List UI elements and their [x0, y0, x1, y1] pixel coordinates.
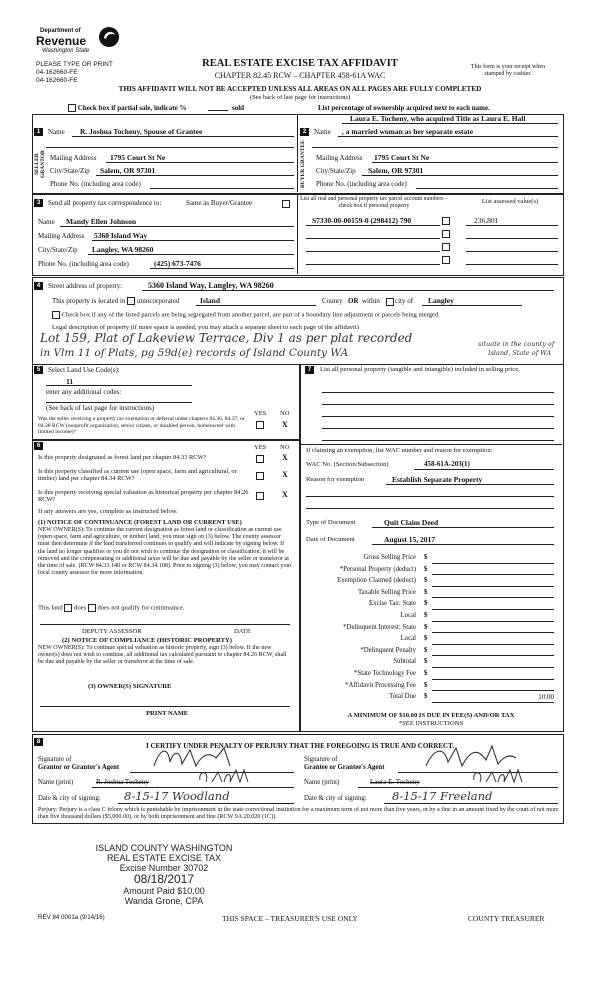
buyer-mailing[interactable]: 1795 Court St Ne	[374, 153, 430, 162]
owner-signature-label: (3) OWNER(S) SIGNATURE	[88, 683, 172, 690]
land-use-code[interactable]: 11	[66, 377, 74, 386]
minimum-fee-note: A MINIMUM OF $10.00 IS DUE IN FEE(S) AND/OR TAX	[347, 712, 515, 719]
parcel-personal-checkbox-3[interactable]	[442, 243, 450, 251]
tax-row-label: Subtotal	[393, 658, 416, 666]
seller-mailing[interactable]: 1795 Court St Ne	[110, 153, 166, 162]
legal-description-margin1[interactable]: situate in the county of	[478, 340, 555, 348]
form-number-1: 04-162660-FE	[36, 69, 78, 76]
form-title: REAL ESTATE EXCISE TAX AFFIDAVIT	[202, 58, 398, 69]
tax-row-label: *Affidavit Processing Fee	[345, 681, 416, 689]
grantor-printed-signature[interactable]	[196, 768, 256, 788]
seller-name[interactable]: R. Joshua Tocheny, Spouse of Grantee	[80, 127, 203, 136]
exemption-question: Was the seller receiving a property tax exemption or deferral under chapters 84.36, 84.37, or 84.38 RCW (nonprofit organization, senior citizen, or disabled person, homeowner with limited income)?	[38, 416, 245, 436]
stamp-tax-type: REAL ESTATE EXCISE TAX	[106, 853, 222, 863]
grantor-name-print-label: Name (print)	[38, 779, 74, 786]
doc-date-label: Date of Document	[306, 536, 355, 543]
tax-row-value[interactable]	[432, 588, 554, 598]
notice-continuance-title: (1) NOTICE OF CONTINUANCE (FOREST LAND OR CURRENT USE)	[38, 519, 242, 526]
county-label: County	[322, 297, 343, 305]
tax-row-value[interactable]	[432, 658, 554, 668]
mail-name[interactable]: Mandy Ellen Johnson	[66, 217, 137, 226]
tax-row-currency: $	[424, 600, 428, 608]
tax-row-currency: $	[424, 554, 428, 561]
mail-city-label: City/State/Zip	[38, 246, 78, 254]
tax-row-currency: $	[424, 588, 428, 596]
grantor-sig-label-1: Signature of	[38, 756, 72, 763]
section6-no-header: NO	[280, 444, 290, 451]
parcel-personal-checkbox-2[interactable]	[442, 230, 450, 238]
this-land-label: This land	[38, 604, 63, 612]
stamp-amount: Amount Paid $10.00	[123, 886, 205, 896]
sold-label: sold	[232, 104, 245, 112]
grantor-date-city[interactable]: 8-15-17 Woodland	[124, 789, 230, 803]
tax-row-currency: $	[424, 693, 428, 701]
tax-row-value[interactable]	[432, 670, 554, 680]
unincorporated-label: unincorporated	[136, 297, 180, 305]
current-use-yes-checkbox[interactable]	[256, 472, 264, 480]
parcel-personal-checkbox-4[interactable]	[442, 256, 450, 264]
section5-no-header: NO	[280, 410, 290, 417]
section-2-badge: 2	[300, 128, 309, 136]
exemption-no-mark[interactable]: X	[282, 420, 288, 429]
tax-row-label: Local	[400, 612, 416, 619]
section-3-badge: 3	[34, 199, 43, 207]
tax-row-currency: $	[424, 658, 428, 666]
legal-description-margin2[interactable]: Island, State of WA	[488, 349, 552, 357]
section-4-badge: 4	[34, 282, 43, 290]
logo-state-text: Washington State	[42, 48, 90, 54]
exemption-claim-label: If claiming an exemption, list WAC number and reason for exemption:	[306, 447, 493, 454]
county-treasurer-label: COUNTY TREASURER	[468, 914, 545, 923]
seller-side-label: SELLER GRANTOR	[34, 150, 46, 179]
treasurer-space-note: THIS SPACE – TREASURER'S USE ONLY	[222, 914, 358, 923]
legal-description-line2[interactable]: in Vlm 11 of Plats, pg 59d(e) records of Island County WA	[40, 347, 349, 359]
tax-row-value[interactable]	[432, 623, 554, 633]
located-row	[52, 297, 179, 305]
continuance-row	[38, 604, 184, 612]
grantee-sig-label-2: Grantee or Grantee's Agent	[304, 764, 385, 771]
grantor-date-city-label: Date & city of signing:	[38, 795, 101, 802]
mail-mailing-label: Mailing Address	[38, 232, 85, 240]
unincorporated-checkbox[interactable]	[127, 297, 135, 305]
forest-question: Is this property designated as forest land per chapter 84.33 RCW?	[38, 454, 207, 461]
logo-dept-text: Department of	[40, 28, 81, 34]
notice-compliance-body: NEW OWNER(S): To continue special valuation as historic property, sign (3) below. If the new owner(s) does not wish to continue, all additional tax calculated pursuant to chapter 84.26 RCW, shall be due and payable by the seller or transferor at the time of sale.	[38, 645, 287, 666]
tax-row-label: *Delinquent Interest: State	[343, 623, 416, 631]
land-use-see-back: (See back of last page for instructions)	[46, 404, 155, 412]
stamp-excise-number: Excise Number 30702	[119, 863, 209, 873]
buyer-phone-label: Phone No. (including area code)	[316, 180, 407, 188]
logo-name-text: Revenue	[36, 34, 87, 48]
perjury-statement: Perjury: Perjury is a class C felony which is punishable by imprisonment in the state correctional institution for a maximum term of not more than five years, or by a fine in an amount fixed by the court of not more than five thousand dollars ($5,000.00), or by both imprisonment and fine (RCW 9A.20.020 (1C)).	[38, 807, 559, 820]
tax-row-label: Total Due	[389, 693, 416, 701]
partial-sale-label: Check box if partial sale, indicate %	[77, 104, 187, 112]
send-correspondence-label: Send all property tax correspondence to:	[48, 199, 162, 207]
parties-divider	[297, 114, 298, 192]
exemption-reason[interactable]: Establish Separate Property	[392, 475, 483, 484]
location-value[interactable]: Island	[200, 296, 221, 305]
section-8-badge: 8	[34, 738, 43, 746]
exemption-yes-checkbox[interactable]	[256, 421, 264, 429]
certify-statement: I CERTIFY UNDER PENALTY OF PERJURY THAT THE FOREGOING IS TRUE AND CORRECT.	[145, 742, 454, 750]
partial-sale-row	[68, 104, 186, 112]
tax-row-value[interactable]	[432, 681, 554, 691]
forest-yes-checkbox[interactable]	[256, 455, 264, 463]
revenue-logo	[36, 24, 126, 60]
parcel-personal-checkbox-1[interactable]	[442, 217, 450, 225]
or-label: OR	[348, 297, 359, 305]
notice-compliance-title: (2) NOTICE OF COMPLIANCE (HISTORIC PROPERTY)	[62, 637, 232, 644]
tax-row-currency: $	[424, 635, 428, 643]
mail-phone-label: Phone No. (including area code)	[38, 260, 129, 268]
seller-city[interactable]: Salem, OR 97301	[100, 166, 156, 175]
tax-row-currency: $	[424, 577, 428, 585]
tax-row-currency: $	[424, 646, 428, 654]
pct-list-label: List percentage of ownership acquired next to each name.	[318, 104, 490, 112]
section5-yes-header: YES	[254, 410, 267, 417]
current-use-no-mark[interactable]: X	[282, 470, 288, 479]
tax-row-label: *State Technology Fee	[353, 670, 416, 677]
if-yes-note: If any answers are yes, complete as instructed below.	[38, 508, 178, 515]
land-use-label: Select Land Use Code(s):	[48, 366, 120, 374]
assessed-header: List assessed value(s)	[481, 198, 539, 205]
legal-description-line1[interactable]: Lot 159, Plat of Lakeview Terrace, Div 1 as per plat recorded	[40, 331, 413, 345]
historic-no-mark[interactable]: X	[282, 490, 288, 499]
parcel-number[interactable]: S7330-00-00159-0 (298412) 790	[312, 216, 412, 225]
logo-swirl-icon	[98, 26, 120, 48]
doc-date[interactable]: August 15, 2017	[384, 535, 436, 544]
notice-continuance-body: NEW OWNER(S): To continue the current designation as forest land or classification as current use (open space, farm and agriculture, or timber) land, you must sign on (3) below. The county assessor must then determine if the land transferred continues to qualify and will indicate by signing below. If the land no longer qualifies or you do not wish to continue the designation or classification, it will be removed and the compensating or additional taxes will be due and payable by the seller or transferor at the time of sale. (RCW 84.33.140 or RCW 84.34.108). Prior to signing (3) below, you may contact your local county assessor for more information.	[38, 527, 292, 577]
buyer-name-line2[interactable]: , a married woman as her separate estate	[342, 127, 474, 136]
tax-row-label: Gross Selling Price	[363, 554, 416, 561]
tax-row-label: Local	[400, 635, 416, 643]
form-number-2: 04-162660-FE	[36, 77, 78, 84]
grantee-name-print[interactable]: Laura E. Tocheny	[370, 778, 420, 786]
located-label: This property is located in	[52, 297, 126, 305]
tax-row-label: Excise Tax: State	[369, 600, 416, 608]
print-name-label: PRINT NAME	[146, 710, 189, 717]
assessed-value[interactable]: 236,801	[474, 216, 499, 225]
buyer-city-label: City/State/Zip	[316, 167, 356, 175]
tax-row-label: Taxable Selling Price	[357, 588, 416, 596]
mail-city[interactable]: Langley, WA 98260	[92, 245, 154, 254]
grantee-date-city-label: Date & city of signing:	[304, 795, 367, 802]
grantee-sig-label-1: Signature of	[304, 756, 338, 763]
section-5-badge: 5	[34, 366, 43, 374]
doc-type-label: Type of Document	[306, 519, 356, 526]
exemption-reason-label: Reason for exemption	[306, 476, 365, 483]
tax-row-currency: $	[424, 565, 428, 573]
mail-mailing[interactable]: 5360 Island Way	[94, 231, 148, 240]
tax-row-value[interactable]	[432, 600, 554, 610]
tax-row-value[interactable]	[432, 577, 554, 587]
does-label: does	[74, 604, 87, 612]
doc-type[interactable]: Quit Claim Deed	[384, 518, 439, 527]
completion-warning: THIS AFFIDAVIT WILL NOT BE ACCEPTED UNLESS ALL AREAS ON ALL PAGES ARE FULLY COMPLETED	[118, 85, 482, 93]
mail-name-label: Name	[38, 218, 55, 226]
partial-sale-checkbox[interactable]	[68, 104, 76, 112]
see-instructions-note: *SEE INSTRUCTIONS	[398, 720, 464, 727]
rev-number: REV 84 0001a (9/14/16)	[38, 914, 105, 921]
grantee-date-city[interactable]: 8-15-17 Freeland	[392, 789, 493, 803]
street-label: Street address of property:	[48, 282, 123, 290]
grantor-name-print[interactable]: R. Joshua Tocheny	[96, 778, 149, 786]
buyer-name-label: Name	[314, 128, 331, 136]
tax-row-label: *Personal Property (deduct)	[339, 565, 416, 573]
tax-row-currency: $	[424, 670, 428, 677]
legal-description-label: Legal description of property (if more space is needed, you may attach a separate sheet to each page of the affidavit)	[52, 324, 359, 331]
current-use-question: Is this property classified as current use (open space, farm and agricultural, or timber) land per chapter 84.34 RCW?	[38, 468, 237, 483]
tax-row-value[interactable]	[432, 646, 554, 656]
stamp-treasurer: Wanda Grone, CPA	[124, 896, 204, 906]
deputy-assessor-label: DEPUTY ASSESSOR	[82, 628, 142, 635]
grantee-name-print-label: Name (print)	[304, 779, 340, 786]
buyer-side-label: BUYER GRANTEE	[300, 140, 306, 188]
wac-label: WAC No. (Section/Subsection)	[306, 461, 389, 468]
form-subtitle: CHAPTER 82.45 RCW – CHAPTER 458-61A WAC	[214, 71, 386, 80]
segregated-checkbox[interactable]	[52, 311, 60, 319]
tax-row-value[interactable]	[432, 612, 554, 622]
partial-percent-line[interactable]	[208, 110, 228, 111]
tax-row-label: Exemption Claimed (deduct)	[337, 577, 416, 585]
tax-row-value[interactable]	[432, 554, 554, 564]
mail-phone[interactable]: (425) 673-7476	[154, 259, 201, 268]
seller-city-label: City/State/Zip	[50, 167, 90, 175]
section-7-badge: 7	[305, 366, 314, 374]
seller-mailing-label: Mailing Address	[50, 154, 97, 162]
parcel-header: List all real and personal property tax parcel account numbers – check box if personal property	[300, 196, 448, 209]
historic-yes-checkbox[interactable]	[256, 492, 264, 500]
historic-question: Is this property receiving special valuation as historical property per chapter 84.26 RCW?	[38, 489, 249, 504]
tax-row-currency: $	[424, 681, 428, 689]
forest-no-mark[interactable]: X	[282, 453, 288, 462]
receipt-note: This form is your receipt when stamped by cashier.	[470, 64, 546, 77]
city-value[interactable]: Langley	[428, 296, 454, 305]
stamp-county: ISLAND COUNTY WASHINGTON	[95, 843, 233, 853]
tax-row-value[interactable]: 10.00	[432, 693, 554, 703]
buyer-city[interactable]: Salem, OR 97301	[368, 166, 424, 175]
seller-phone-label: Phone No. (including area code)	[50, 180, 141, 188]
does-not-qualify-checkbox[interactable]	[88, 604, 96, 612]
street-address[interactable]: 5360 Island Way, Langley, WA 98260	[148, 281, 274, 290]
section-6-badge: 6	[34, 442, 43, 450]
segregated-row	[52, 311, 558, 319]
please-type: PLEASE TYPE OR PRINT	[36, 61, 113, 68]
does-qualify-checkbox[interactable]	[64, 604, 72, 612]
buyer-name-line1[interactable]: Laura E. Tocheny, who acquired Title as Laura E. Hall	[350, 114, 526, 123]
see-back-note: (See back of last page for instructions)	[249, 94, 351, 101]
additional-codes-label: enter any additional codes:	[46, 388, 122, 396]
treasurer-stamp	[84, 843, 244, 906]
seller-name-label: Name	[48, 128, 65, 136]
within-label: within	[362, 297, 380, 305]
date-label: DATE	[234, 628, 251, 635]
same-as-buyer-label: Same as Buyer/Grantee	[186, 199, 253, 207]
tax-row-currency: $	[424, 612, 428, 619]
tax-row-value[interactable]	[432, 635, 554, 645]
tax-row-value[interactable]	[432, 565, 554, 575]
grantor-sig-label-2: Grantor or Grantor's Agent	[38, 764, 120, 771]
section6-yes-header: YES	[254, 444, 267, 451]
city-checkbox[interactable]	[386, 298, 394, 306]
same-as-buyer-checkbox[interactable]	[282, 200, 290, 208]
grantee-printed-signature[interactable]	[470, 768, 534, 788]
section-1-badge: 1	[34, 128, 43, 136]
tax-row-currency: $	[424, 623, 428, 631]
city-of-label: city of	[395, 297, 414, 305]
does-not-label: does not qualify for continuance.	[97, 604, 185, 612]
wac-number[interactable]: 458-61A-203(1)	[424, 460, 470, 468]
stamp-date: 08/18/2017	[133, 872, 195, 886]
segregated-label: Check box if any of the listed parcels are being segregated from another parcel, are part of a boundary line adjustment or parcels being merged.	[61, 311, 440, 319]
tax-row-label: *Delinquent Penalty	[360, 646, 416, 654]
personal-property-label: List all personal property (tangible and intangible) included in selling price.	[320, 366, 520, 373]
buyer-mailing-label: Mailing Address	[316, 154, 363, 162]
